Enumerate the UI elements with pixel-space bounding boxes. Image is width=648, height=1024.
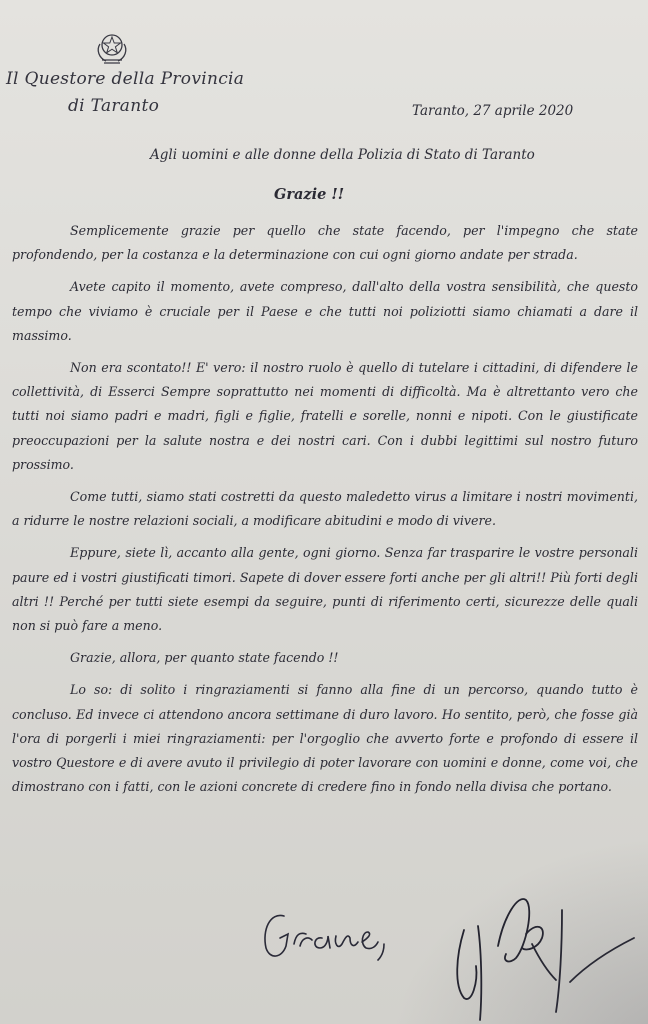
paragraph: Avete capito il momento, avete compreso, dall'alto della vostra sensibilità, che questo tempo che viviamo è cruciale per il Paese e che tutti noi poliziotti siamo chiamati a dare il massimo. <box>12 279 638 343</box>
letter-body <box>12 219 638 807</box>
letter-title: Grazie !! <box>274 186 345 203</box>
paragraph: Come tutti, siamo stati costretti da questo maledetto virus a limitare i nostri movimenti, a ridurre le nostre relazioni sociali, a modificare abitudini e modo di vivere. <box>12 489 638 529</box>
paragraph: Eppure, siete lì, accanto alla gente, ogni giorno. Senza far trasparire le vostre personali paure ed i vostri giustificati timori. Sapete di dover essere forti anche per gli altri!! Più forti degli altri !! Perché per tutti siete esempi da seguire, punti di riferimento certi, sicurezze delle quali non si può fare a meno. <box>12 545 638 634</box>
handwritten-signature-icon <box>457 899 634 1020</box>
letter-date: Taranto, 27 aprile 2020 <box>412 103 574 119</box>
paragraph: Non era scontato!! E' vero: il nostro ruolo è quello di tutelare i cittadini, di difendere le collettività, di Esserci Sempre soprattutto nei momenti di difficoltà. Ma è altrettanto vero che tutti noi siamo padri e madri, figli e figlie, fratelli e sorelle, nonni e nipoti. Con le giustificate preoccupazioni per la salute nostra e dei nostri cari. Con i dubbi legittimi sul nostro futuro prossimo. <box>12 360 638 472</box>
paragraph: Lo so: di solito i ringraziamenti si fanno alla fine di un percorso, quando tutto è concluso. Ed invece ci attendono ancora settimane di duro lavoro. Ho sentito, però, che fosse già l'ora di porgerli i miei ringraziamenti: per l'orgoglio che avverto forte e profondo di essere il vostro Questore e di avere avuto il privilegio di poter lavorare con uomini e donne, come voi, che dimostrano con i fatti, con le azioni concrete di credere fino in fondo nella divisa che portano. <box>12 682 638 795</box>
signature-area <box>250 886 648 1024</box>
salutation: Agli uomini e alle donne della Polizia di Stato di Taranto <box>150 147 535 163</box>
issuer-line-1: Il Questore della Provincia <box>6 69 245 89</box>
issuer-heading <box>6 66 266 120</box>
paragraph: Grazie, allora, per quanto state facendo !! <box>70 650 339 666</box>
handwritten-closing <box>265 915 384 960</box>
paragraph: Semplicemente grazie per quello che state facendo, per l'impegno che state profondendo, per la costanza e la determinazione con cui ogni giorno andate per strada. <box>12 223 638 263</box>
issuer-line-2: di Taranto <box>68 96 160 116</box>
italian-republic-emblem-icon <box>92 30 132 66</box>
